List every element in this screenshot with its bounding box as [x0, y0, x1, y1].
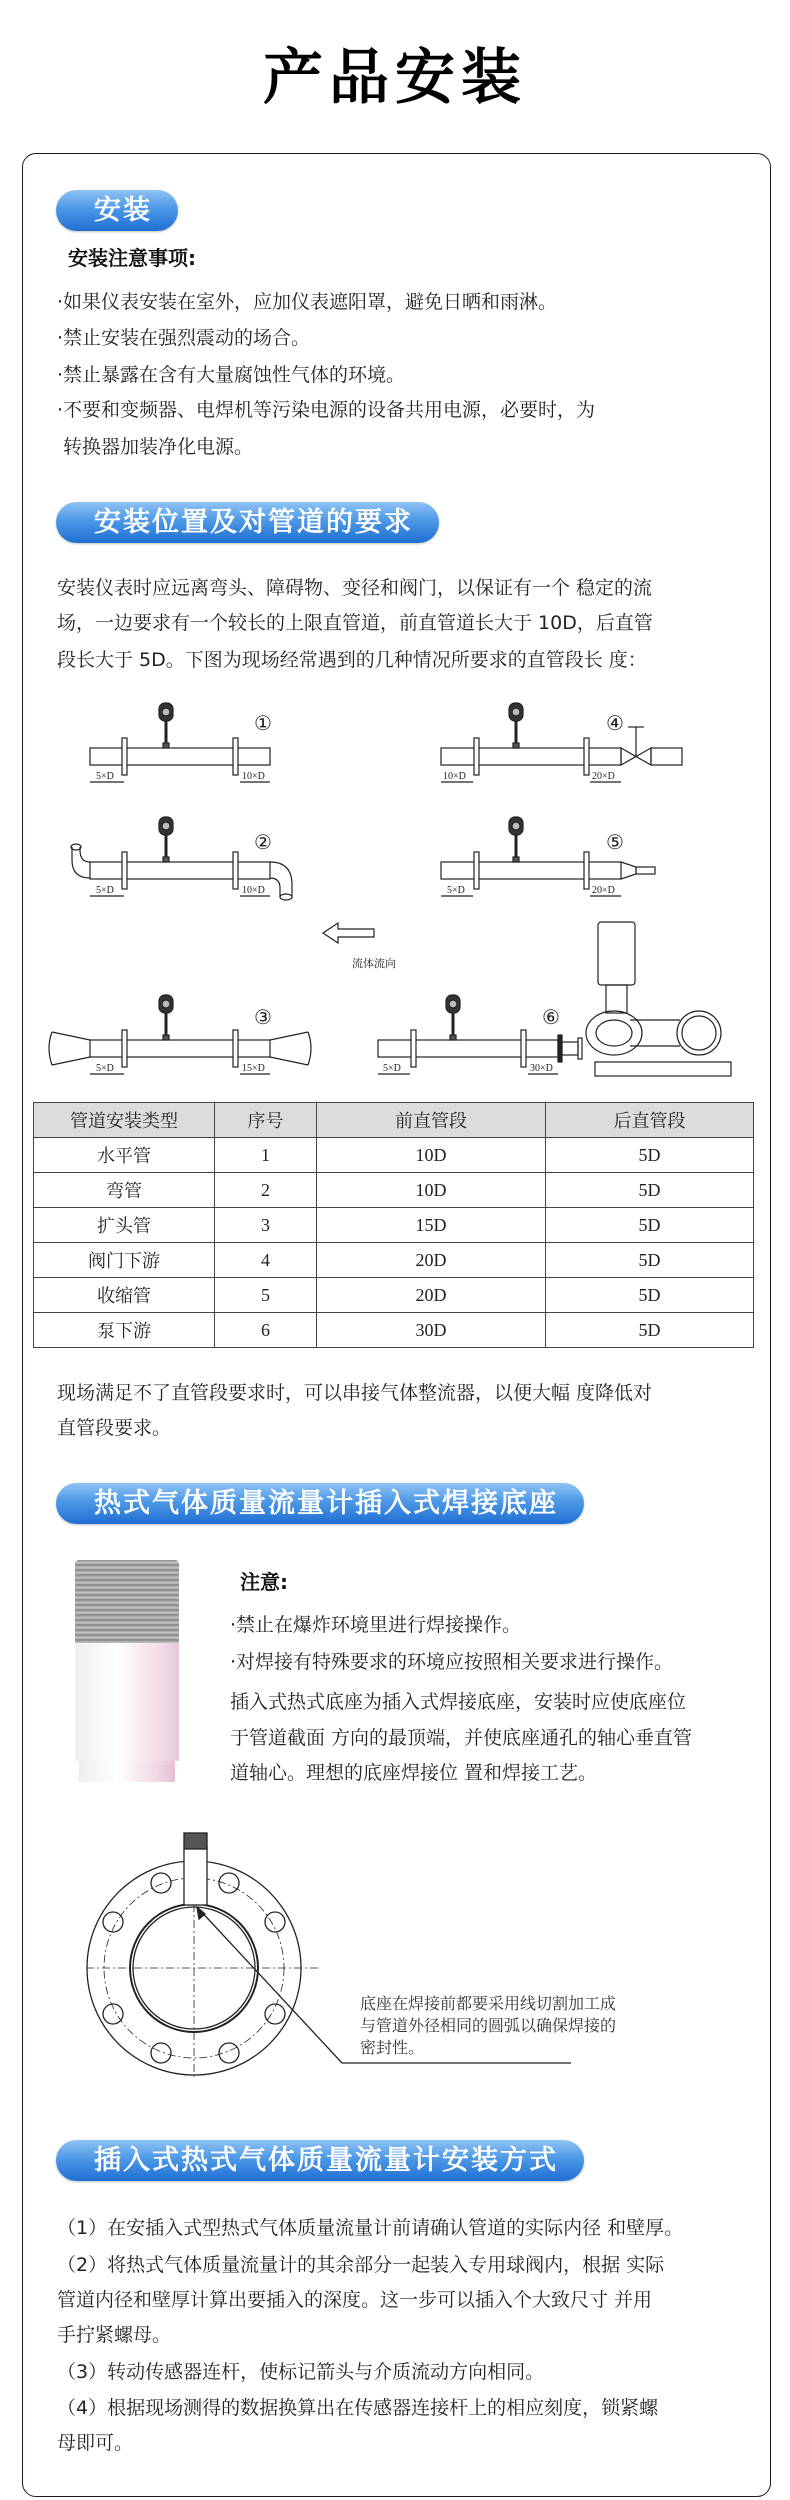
cell: 弯管 — [34, 1173, 215, 1208]
cell: 6 — [215, 1313, 317, 1348]
cell: 20D — [317, 1278, 546, 1313]
cell: 10D — [317, 1138, 546, 1173]
annotation-line: 与管道外径相同的圆弧以确保焊接的 — [360, 2018, 617, 2035]
method-line: 管道内径和壁厚计算出要插入的深度。这一步可以插入个大致尺寸 并用 — [57, 2289, 653, 2311]
section-pill-weld-base: 热式气体质量流量计插入式焊接底座 — [56, 1483, 584, 1524]
flow-direction-label: 流体流向 — [352, 958, 396, 970]
table-header-row — [34, 1103, 754, 1138]
weld-paragraph-line: 插入式热式底座为插入式焊接底座，安装时应使底座位 — [230, 1691, 687, 1713]
intro-line: 段长大于 5D。下图为现场经常遇到的几种情况所要求的直管段长 度： — [57, 649, 647, 671]
weld-note-item: ·对焊接有特殊要求的环境应按照相关要求进行操作。 — [230, 1651, 674, 1673]
table-row — [34, 1278, 754, 1313]
dimension-label: 5×D — [96, 885, 114, 896]
column-header: 管道安装类型 — [34, 1103, 215, 1138]
diagram-number: ④ — [606, 713, 624, 735]
cell: 泵下游 — [34, 1313, 215, 1348]
dimension-label: 5×D — [383, 1063, 401, 1074]
column-header: 前直管段 — [317, 1103, 546, 1138]
intro-line: 场，一边要求有一个较长的上限直管道，前直管道长大于 10D，后直管 — [57, 612, 653, 634]
install-note-item: ·禁止暴露在含有大量腐蚀性气体的环境。 — [57, 364, 406, 386]
weld-notes-heading: 注意: — [240, 1570, 288, 1594]
cell: 5D — [546, 1243, 754, 1278]
section-pill-install: 安装 — [56, 190, 178, 231]
intro-line: 安装仪表时应远离弯头、障碍物、变径和阀门，以保证有一个 稳定的流 — [57, 577, 653, 599]
table-row — [34, 1243, 754, 1278]
method-line: （3）转动传感器连杆，使标记箭头与介质流动方向相同。 — [57, 2361, 545, 2383]
cell: 5D — [546, 1208, 754, 1243]
diagram-number: ① — [254, 713, 272, 735]
method-line: 母即可。 — [57, 2432, 134, 2454]
weld-base-image — [75, 1560, 179, 1782]
cell: 10D — [317, 1173, 546, 1208]
install-note-item: ·禁止安装在强烈震动的场合。 — [57, 327, 311, 349]
diagram-pump-downstream — [378, 922, 731, 1076]
dimension-label: 10×D — [242, 885, 265, 896]
annotation-line: 密封性。 — [360, 2040, 425, 2057]
method-line: （1）在安插入式型热式气体质量流量计前请确认管道的实际内径 和壁厚。 — [57, 2217, 684, 2239]
cell: 15D — [317, 1208, 546, 1243]
cell: 20D — [317, 1243, 546, 1278]
diagram-number: ⑥ — [542, 1007, 560, 1029]
weld-note-item: ·禁止在爆炸环境里进行焊接操作。 — [230, 1614, 522, 1636]
pump-motor-icon — [598, 922, 635, 985]
weld-annotation — [360, 1994, 616, 2060]
dimension-label: 20×D — [592, 885, 615, 896]
note-line: 直管段要求。 — [57, 1417, 172, 1439]
dimension-label: 30×D — [530, 1063, 553, 1074]
install-note-item: ·不要和变频器、电焊机等污染电源的设备共用电源，必要时，为 — [57, 399, 596, 421]
cell: 5 — [215, 1278, 317, 1313]
cell: 5D — [546, 1278, 754, 1313]
table-row — [34, 1208, 754, 1243]
cell: 扩头管 — [34, 1208, 215, 1243]
install-note-item: 转换器加装净化电源。 — [63, 436, 254, 458]
page-title: 产品安装 — [263, 43, 527, 113]
cell: 阀门下游 — [34, 1243, 215, 1278]
flow-direction-arrow-icon — [323, 923, 374, 943]
annotation-line: 底座在焊接前都要采用线切割加工成 — [360, 1996, 617, 2013]
dimension-label: 10×D — [242, 771, 265, 782]
dimension-label: 15×D — [242, 1063, 265, 1074]
diagram-number: ② — [254, 832, 272, 854]
diagram-reducer-pipe — [441, 817, 655, 896]
cell: 水平管 — [34, 1138, 215, 1173]
method-line: （4）根据现场测得的数据换算出在传感器连接杆上的相应刻度，锁紧螺 — [57, 2397, 659, 2419]
method-line: （2）将热式气体质量流量计的其余部分一起装入专用球阀内，根据 实际 — [57, 2254, 665, 2276]
diagram-number: ⑤ — [606, 832, 624, 854]
section-pill-install-method: 插入式热式气体质量流量计安装方式 — [56, 2140, 584, 2181]
diagram-valve-downstream — [441, 703, 682, 782]
straight-pipe-table — [33, 1102, 754, 1348]
cell: 30D — [317, 1313, 546, 1348]
cell: 5D — [546, 1138, 754, 1173]
install-notes-heading: 安装注意事项: — [68, 246, 196, 270]
cell: 5D — [546, 1313, 754, 1348]
diagram-number: ③ — [254, 1007, 272, 1029]
section-pill-location: 安装位置及对管道的要求 — [56, 502, 439, 543]
cell: 2 — [215, 1173, 317, 1208]
dimension-label: 5×D — [447, 885, 465, 896]
straight-pipe-diagram — [0, 0, 790, 1100]
note-line: 现场满足不了直管段要求时，可以串接气体整流器，以便大幅 度降低对 — [57, 1382, 653, 1404]
table-row — [34, 1173, 754, 1208]
dimension-label: 10×D — [443, 771, 466, 782]
column-header: 序号 — [215, 1103, 317, 1138]
method-line: 手拧紧螺母。 — [57, 2324, 172, 2346]
cell: 4 — [215, 1243, 317, 1278]
table-row — [34, 1313, 754, 1348]
install-note-item: ·如果仪表安装在室外，应加仪表遮阳罩，避免日晒和雨淋。 — [57, 291, 558, 313]
column-header: 后直管段 — [546, 1103, 754, 1138]
cell: 1 — [215, 1138, 317, 1173]
cell: 3 — [215, 1208, 317, 1243]
weld-paragraph-line: 于管道截面 方向的最顶端，并使底座通孔的轴心垂直管 — [230, 1727, 693, 1749]
cell: 收缩管 — [34, 1278, 215, 1313]
weld-paragraph-line: 道轴心。理想的底座焊接位 置和焊接工艺。 — [230, 1762, 598, 1784]
dimension-label: 5×D — [96, 1063, 114, 1074]
dimension-label: 20×D — [592, 771, 615, 782]
cell: 5D — [546, 1173, 754, 1208]
table-row — [34, 1138, 754, 1173]
dimension-label: 5×D — [96, 771, 114, 782]
